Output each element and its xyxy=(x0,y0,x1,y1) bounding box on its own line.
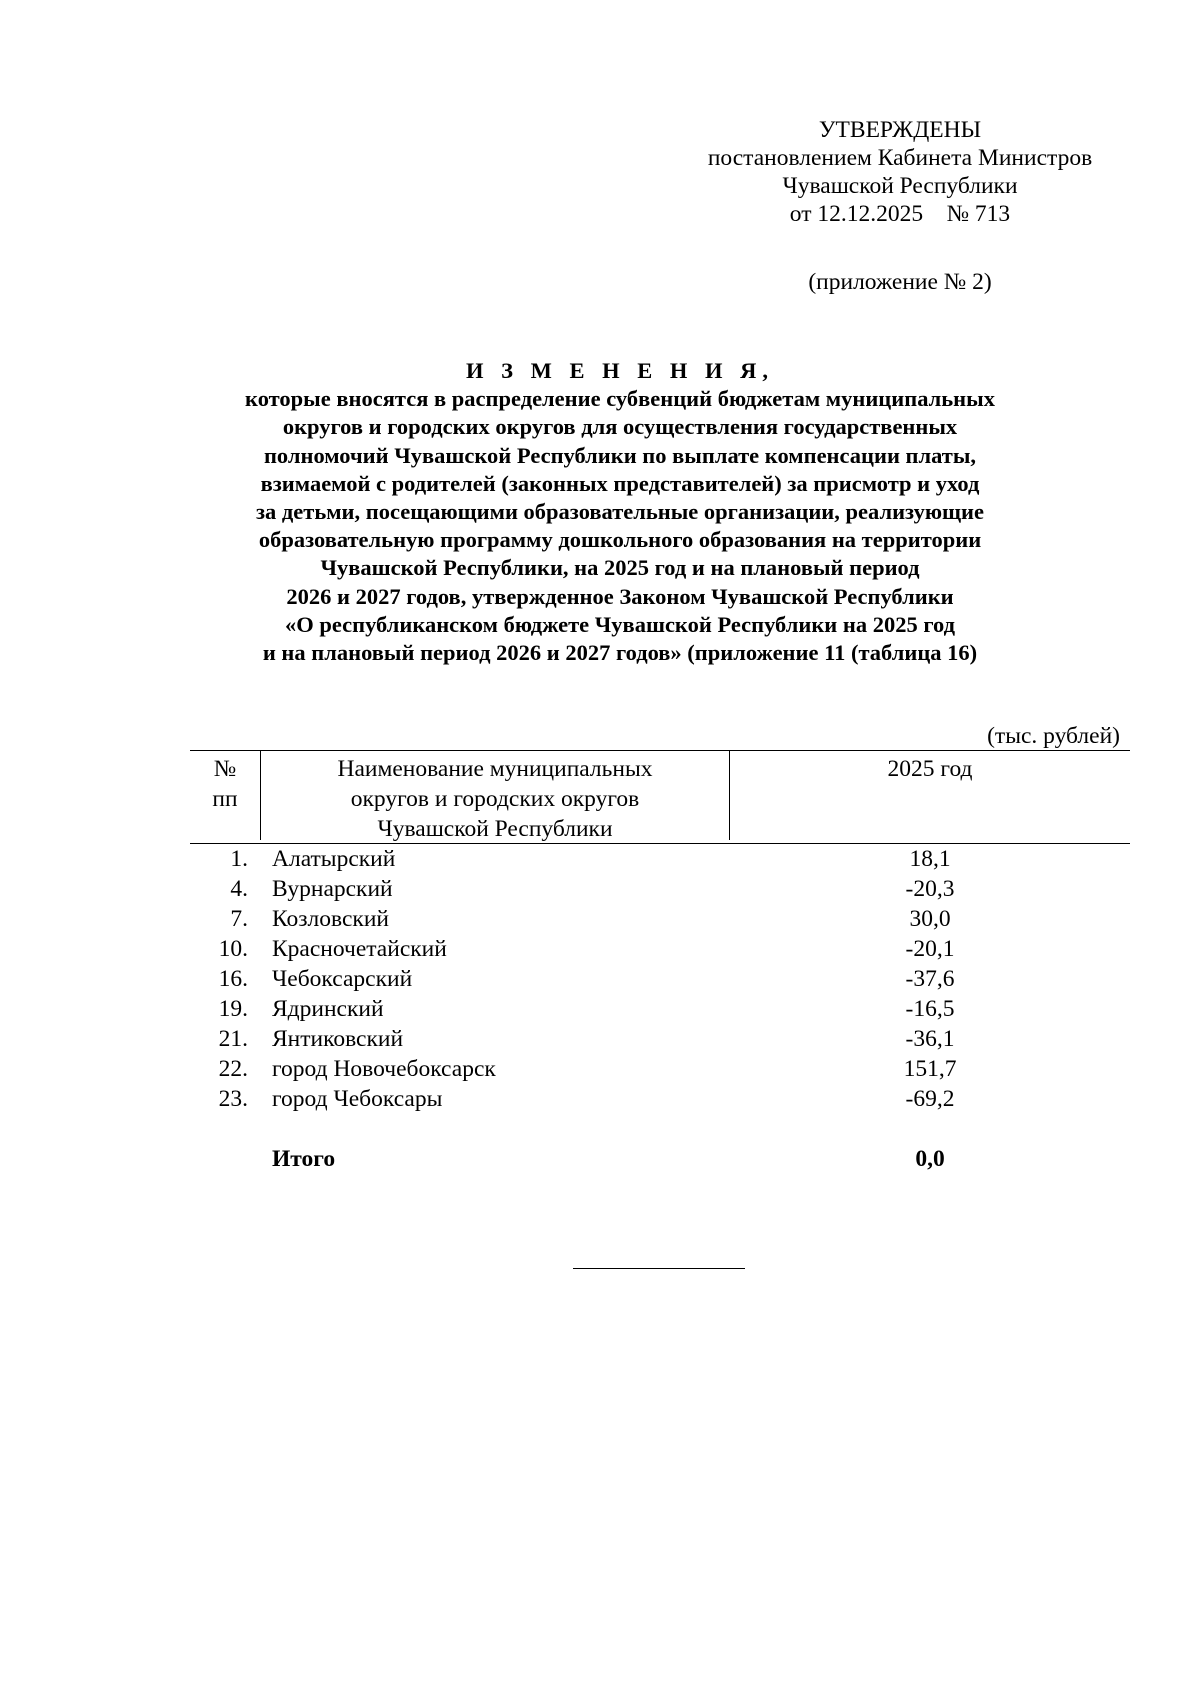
table-row xyxy=(190,1084,1130,1114)
units-label: (тыс. рублей) xyxy=(987,723,1120,749)
row-number: 16. xyxy=(218,966,248,992)
table-row xyxy=(190,844,1130,874)
row-name: Козловский xyxy=(272,906,389,932)
header-name-column xyxy=(260,751,730,840)
annex-label: (приложение № 2) xyxy=(808,269,992,295)
row-value: 18,1 xyxy=(909,846,951,872)
row-value: -37,6 xyxy=(905,966,955,992)
heading-line: 2026 и 2027 годов, утвержденное Законом Чувашской Республики xyxy=(286,583,954,609)
row-number: 10. xyxy=(218,936,248,962)
row-value: -16,5 xyxy=(905,996,955,1022)
row-number: 23. xyxy=(218,1086,248,1112)
heading-line: образовательную программу дошкольного образования на территории xyxy=(258,527,982,553)
table-row xyxy=(190,964,1130,994)
table-body xyxy=(190,844,1130,1174)
row-name: Красночетайский xyxy=(272,936,447,962)
table-row xyxy=(190,874,1130,904)
row-name: Алатырский xyxy=(272,846,396,872)
header-number-symbol: № xyxy=(213,756,237,782)
approval-line-decree: постановлением Кабинета Министров xyxy=(707,145,1093,171)
row-number: 4. xyxy=(230,876,248,902)
heading-line: «О республиканском бюджете Чувашской Республики на 2025 год xyxy=(284,611,955,637)
heading-title: И З М Е Н Е Н И Я, xyxy=(465,358,774,383)
total-value: 0,0 xyxy=(915,1146,945,1172)
row-name: город Чебоксары xyxy=(272,1086,443,1112)
row-name: Ядринский xyxy=(272,996,384,1022)
row-value: -69,2 xyxy=(905,1086,955,1112)
header-name-line: округов и городских округов xyxy=(350,786,640,812)
heading-line: за детьми, посещающими образовательные организации, реализующие xyxy=(255,499,985,525)
row-name: Вурнарский xyxy=(272,876,393,902)
distribution-table xyxy=(190,750,1130,1174)
approval-block xyxy=(680,116,1120,228)
table-row xyxy=(190,1054,1130,1084)
heading-line: округов и городских округов для осуществления государственных xyxy=(282,414,958,440)
heading-line: полномочий Чувашской Республики по выплате компенсации платы, xyxy=(263,442,977,468)
header-number-column xyxy=(190,754,260,814)
total-label: Итого xyxy=(272,1146,336,1172)
heading-line: взимаемой с родителей (законных представителей) за присмотр и уход xyxy=(260,470,980,496)
row-number: 1. xyxy=(230,846,248,872)
row-number: 22. xyxy=(218,1056,248,1082)
end-divider-line xyxy=(573,1268,745,1269)
row-value: -20,3 xyxy=(905,876,955,902)
row-value: 30,0 xyxy=(909,906,951,932)
document-heading xyxy=(180,357,1060,667)
approval-title: УТВЕРЖДЕНЫ xyxy=(818,117,982,143)
total-row xyxy=(190,1144,1130,1174)
row-value: -36,1 xyxy=(905,1026,955,1052)
row-number: 7. xyxy=(230,906,248,932)
heading-line: Чувашской Республики, на 2025 год и на плановый период xyxy=(320,555,920,581)
row-number: 21. xyxy=(218,1026,248,1052)
row-value: -20,1 xyxy=(905,936,955,962)
row-name: город Новочебоксарск xyxy=(272,1056,496,1082)
approval-line-date-number: от 12.12.2025 № 713 xyxy=(789,201,1011,227)
table-header xyxy=(190,750,1130,844)
approval-line-republic: Чувашской Республики xyxy=(782,173,1018,199)
heading-line: которые вносятся в распределение субвенций бюджетам муниципальных xyxy=(245,386,995,412)
table-row xyxy=(190,934,1130,964)
header-name-line: Наименование муниципальных xyxy=(337,756,653,782)
row-name: Чебоксарский xyxy=(272,966,413,992)
header-number-abbrev: пп xyxy=(212,786,238,812)
header-name-line: Чувашской Республики xyxy=(377,816,613,842)
row-value: 151,7 xyxy=(903,1056,957,1082)
heading-line: и на плановый период 2026 и 2027 годов» (приложение 11 (таблица 16) xyxy=(262,640,978,666)
row-name: Янтиковский xyxy=(272,1026,404,1052)
header-year-column: 2025 год xyxy=(887,756,973,782)
table-row xyxy=(190,1024,1130,1054)
table-row xyxy=(190,904,1130,934)
row-number: 19. xyxy=(218,996,248,1022)
table-row xyxy=(190,994,1130,1024)
